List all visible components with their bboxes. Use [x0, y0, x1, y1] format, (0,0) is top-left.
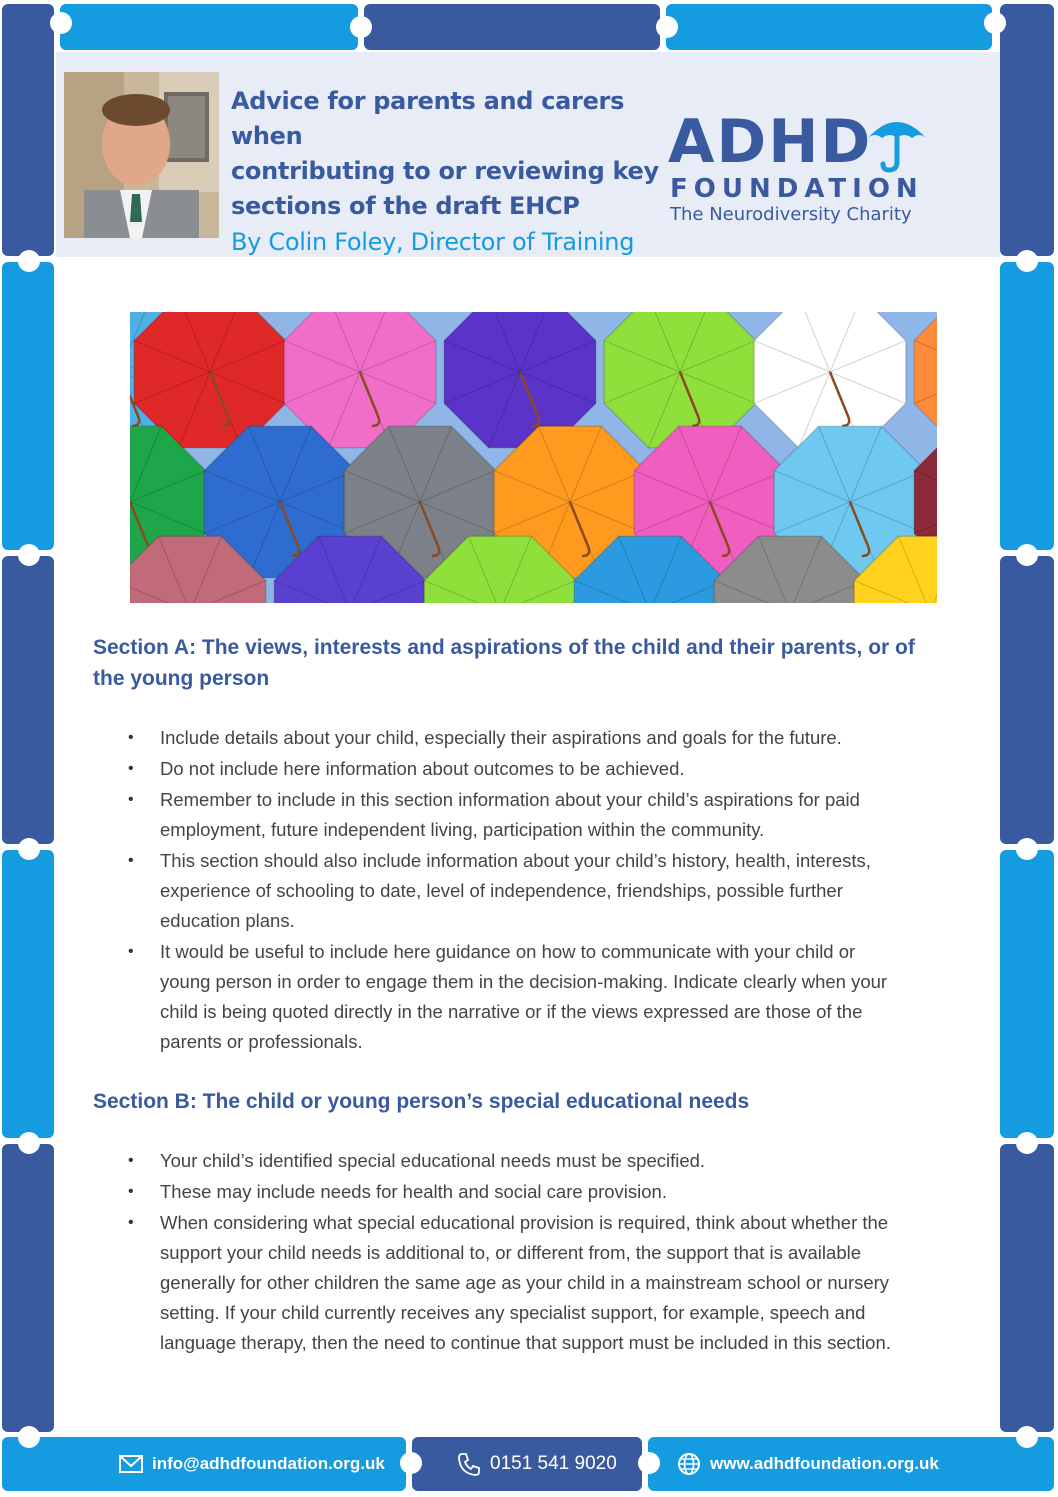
frame-notch	[18, 1132, 40, 1154]
section-a-heading	[93, 632, 953, 694]
umbrella-icon	[864, 112, 930, 174]
frame-top-piece-3	[666, 4, 992, 50]
list-item	[128, 937, 950, 1057]
section-b-bullet-list	[128, 1146, 950, 1359]
frame-right-piece-1	[1000, 4, 1054, 256]
frame-notch	[18, 838, 40, 860]
list-item-line: education plans.	[160, 910, 295, 931]
list-item-line: • Do not include here information about outcomes to be achieved.	[160, 758, 685, 779]
frame-left-piece-5	[2, 1144, 54, 1432]
author-byline: By Colin Foley, Director of Training	[231, 228, 635, 256]
section-heading-line: the young person	[93, 667, 270, 690]
document-title-line: contributing to or reviewing key	[231, 157, 659, 185]
list-item	[128, 1146, 950, 1176]
frame-notch	[638, 1452, 660, 1474]
list-item	[128, 754, 950, 784]
list-item	[128, 1177, 950, 1207]
list-item	[128, 723, 950, 753]
document-title-line: Advice for parents and carers when	[231, 87, 625, 150]
frame-notch	[1016, 838, 1038, 860]
frame-notch	[1016, 544, 1038, 566]
section-heading-line: Section A: The views, interests and aspirations of the child and their parents, or of	[93, 636, 915, 659]
frame-notch	[400, 1452, 422, 1474]
section-heading-line: Section B: The child or young person’s special educational needs	[93, 1090, 750, 1113]
footer-email[interactable]	[118, 1437, 385, 1491]
list-item-line: young person in order to engage them in the decision-making. Indicate clearly when your	[160, 971, 888, 992]
frame-left-piece-2	[2, 262, 54, 550]
list-item-line: generally for other children the same age as your child in a mainstream school or nursery	[160, 1272, 890, 1293]
frame-left-piece-4	[2, 850, 54, 1138]
logo-wordmark: ADHD	[668, 107, 873, 177]
document-title-block	[231, 84, 661, 260]
list-item-line: language therapy, then the need to continue that support must be included in this section.	[160, 1332, 891, 1353]
footer-email-link[interactable]: info@adhdfoundation.org.uk	[152, 1454, 385, 1473]
list-item-line: parents or professionals.	[160, 1031, 363, 1052]
list-item-line: • These may include needs for health and social care provision.	[160, 1181, 667, 1202]
list-item-line: child is being quoted directly in the narrative or if the views expressed are those of the	[160, 1001, 863, 1022]
frame-left-piece-1	[2, 4, 54, 256]
document-title-line: sections of the draft EHCP	[231, 192, 580, 220]
frame-right-piece-2	[1000, 262, 1054, 550]
list-item-line: experience of schooling to date, level of independence, friendships, possible further	[160, 880, 843, 901]
list-item-line: support your child needs is additional to, or different from, the support that is available	[160, 1242, 862, 1263]
frame-right-piece-4	[1000, 850, 1054, 1138]
frame-notch	[984, 12, 1006, 34]
frame-top-piece-1	[60, 4, 358, 50]
frame-notch	[1016, 1132, 1038, 1154]
section-b-heading	[93, 1086, 953, 1117]
frame-notch	[18, 1426, 40, 1448]
umbrellas-banner-image	[130, 312, 937, 603]
footer-website[interactable]	[676, 1437, 939, 1491]
list-item-line: • When considering what special educational provision is required, think about whether the	[160, 1212, 889, 1233]
frame-notch	[18, 544, 40, 566]
list-item-line: • This section should also include information about your child’s history, health, interests,	[160, 850, 871, 871]
frame-notch	[18, 250, 40, 272]
frame-right-piece-3	[1000, 556, 1054, 844]
envelope-icon	[118, 1451, 144, 1477]
list-item-line: • It would be useful to include here guidance on how to communicate with your child or	[160, 941, 856, 962]
footer-website-link[interactable]: www.adhdfoundation.org.uk	[710, 1454, 939, 1473]
footer-phone[interactable]	[456, 1437, 617, 1491]
globe-icon	[676, 1451, 702, 1477]
list-item	[128, 846, 950, 936]
footer-phone-number[interactable]: 0151 541 9020	[490, 1453, 617, 1474]
frame-notch	[656, 16, 678, 38]
list-item-line: • Include details about your child, especially their aspirations and goals for the future.	[160, 727, 842, 748]
list-item-line: employment, future independent living, participation within the community.	[160, 819, 765, 840]
frame-notch	[1016, 1426, 1038, 1448]
phone-icon	[456, 1451, 482, 1477]
logo-tagline: The Neurodiversity Charity	[670, 204, 912, 225]
adhd-foundation-logo	[668, 107, 936, 230]
frame-top-piece-2	[364, 4, 660, 50]
frame-notch	[50, 12, 72, 34]
list-item	[128, 785, 950, 845]
list-item-line: • Your child’s identified special educational needs must be specified.	[160, 1150, 706, 1171]
list-item-line: setting. If your child currently receives any specialist support, for example, speech and	[160, 1302, 866, 1323]
frame-left-piece-3	[2, 556, 54, 844]
frame-notch	[350, 16, 372, 38]
logo-foundation-text: FOUNDATION	[670, 174, 924, 204]
list-item-line: • Remember to include in this section information about your child’s aspirations for paid	[160, 789, 860, 810]
section-a-bullet-list	[128, 723, 950, 1058]
frame-right-piece-5	[1000, 1144, 1054, 1432]
frame-notch	[1016, 250, 1038, 272]
list-item	[128, 1208, 950, 1358]
author-photo	[64, 72, 219, 238]
